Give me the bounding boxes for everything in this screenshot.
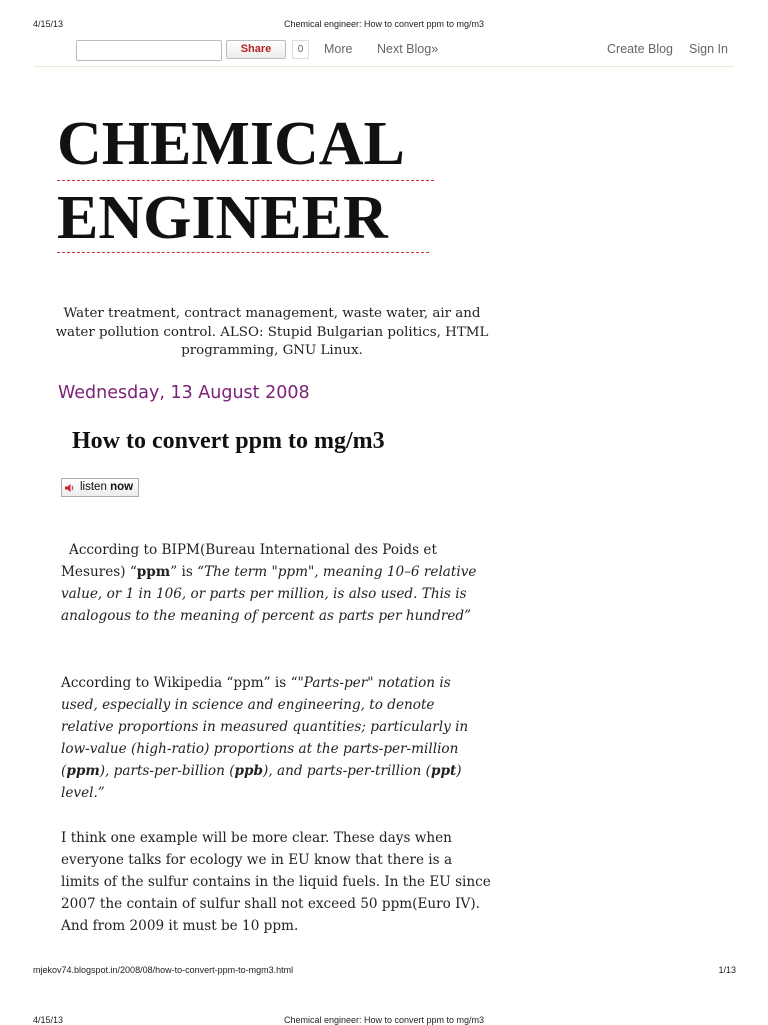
share-count: 0 (292, 40, 309, 59)
print-url: mjekov74.blogspot.in/2008/08/how-to-convert-ppm-to-mgm3.html (33, 965, 294, 975)
post-title[interactable]: How to convert ppm to mg/m3 (72, 428, 385, 454)
post-paragraph-2: According to Wikipedia “ppm” is “"Parts-per" notation is used, especially in science and engineering, to denote relative proportions in measured quantities; particularly in low-value (high-ratio) proportions at the parts-per-million (ppm), parts-per-billion (ppb), and parts-per-trillion (ppt) level.” (61, 675, 469, 801)
blogger-navbar (34, 38, 734, 67)
blog-title-line2[interactable]: ENGINEER (57, 184, 388, 252)
print-page-title: Chemical engineer: How to convert ppm to mg/m3 (283, 19, 485, 29)
listen-label: listen now (80, 481, 134, 493)
print-date: 4/15/13 (33, 1015, 64, 1025)
speaker-icon (65, 483, 75, 493)
post-date: Wednesday, 13 August 2008 (58, 383, 310, 403)
title-divider (57, 252, 429, 253)
print-page-title: Chemical engineer: How to convert ppm to mg/m3 (283, 1015, 485, 1025)
search-input[interactable] (76, 40, 222, 61)
blog-description: Water treatment, contract management, waste water, air and water pollution control. ALSO: Stupid Bulgarian politics, HTML programming, GNU Linux. (55, 306, 489, 358)
title-divider (57, 180, 434, 181)
print-header (0, 19, 768, 31)
listen-now-button[interactable] (61, 478, 139, 497)
print-page-number: 1/13 (718, 965, 736, 975)
print-date: 4/15/13 (33, 19, 64, 29)
post-paragraph-1: According to BIPM(Bureau International des Poids et Mesures) “ppm” is “The term "ppm", meaning 10–6 relative value, or 1 in 106, or parts per million, is also used. This is analogous to the meaning of percent as parts per hundred” (61, 542, 477, 624)
post-paragraph-3: I think one example will be more clear. These days when everyone talks for ecology we in EU know that there is a limits of the sulfur contains in the liquid fuels. In the EU since 2007 the contain of sulfur shall not exceed 50 ppm(Euro IV). And from 2009 it must be 10 ppm. (61, 830, 491, 934)
more-link[interactable]: More (324, 42, 353, 56)
next-blog-link[interactable]: Next Blog» (377, 42, 439, 56)
create-blog-link[interactable]: Create Blog (607, 42, 674, 56)
share-button[interactable]: Share (226, 40, 286, 59)
blog-title-line1[interactable]: CHEMICAL (57, 110, 405, 178)
sign-in-link[interactable]: Sign In (689, 42, 728, 56)
